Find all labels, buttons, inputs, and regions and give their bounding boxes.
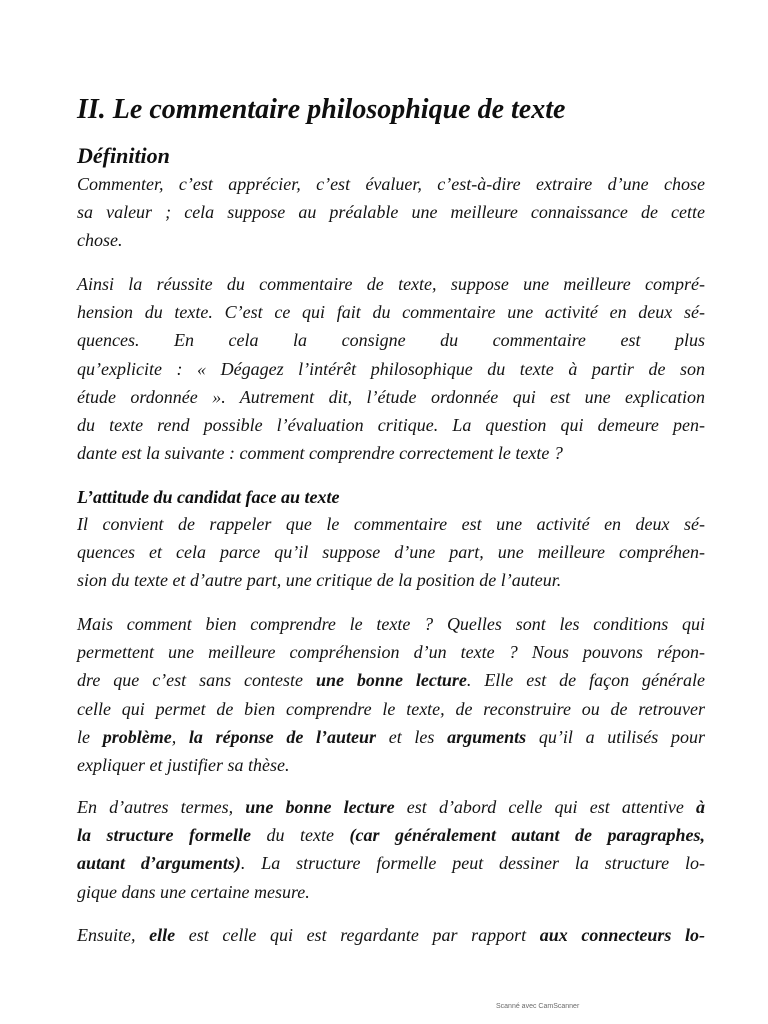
text-run: . La structure formelle peut dessiner la structure lo- <box>240 853 705 874</box>
paragraph-definition <box>77 170 705 255</box>
emphasis-text: (car généralement autant de paragraphes, <box>349 825 705 846</box>
text-run: le <box>77 726 103 747</box>
emphasis-text: autant d’arguments) <box>77 853 241 874</box>
text-run: . Elle est de façon générale <box>466 670 706 691</box>
text-line: sion du texte et d’autre part, une critique de la position de l’auteur. <box>77 570 562 591</box>
text-line <box>77 849 705 877</box>
emphasis-bonne-lecture: une bonne lecture <box>315 670 467 691</box>
text-line: étude ordonnée ». Autrement dit, l’étude ordonnée qui est une explication <box>77 386 705 407</box>
heading-attitude: L’attitude du candidat face au texte <box>77 487 340 507</box>
text-run: En d’autres termes, <box>77 797 246 817</box>
text-run: du texte <box>251 825 350 846</box>
emphasis-bonne-lecture: une bonne lecture <box>245 797 395 817</box>
text-run: dre que c’est sans conteste <box>77 670 316 691</box>
text-line: quences et cela parce qu’il suppose d’une part, une meilleure compréhen- <box>77 542 705 563</box>
text-run: , <box>171 726 189 747</box>
text-line: permettent une meilleure compréhension d’un texte ? Nous pouvons répon- <box>77 642 705 663</box>
text-line <box>77 793 705 821</box>
text-line <box>77 821 705 849</box>
text-line: sa valeur ; cela suppose au préalable une meilleure connaissance de cette <box>77 202 705 223</box>
text-line <box>77 921 705 949</box>
text-line: chose. <box>77 230 123 251</box>
emphasis-text: à <box>696 797 706 817</box>
text-line: qu’explicite : « Dégagez l’intérêt philosophique du texte à partir de son <box>77 358 705 379</box>
emphasis-structure-formelle: la structure formelle <box>77 825 251 846</box>
text-line: Il convient de rappeler que le commentaire est une activité en deux sé- <box>77 514 705 534</box>
heading-definition: Définition <box>77 143 170 168</box>
page-title: II. Le commentaire philosophique de texte <box>77 94 566 125</box>
text-line: Mais comment bien comprendre le texte ? Quelles sont les conditions qui <box>77 614 705 634</box>
text-line: dante est la suivante : comment comprendre correctement le texte ? <box>77 443 563 464</box>
text-line: du texte rend possible l’évaluation critique. La question qui demeure pen- <box>77 415 705 436</box>
text-run: et les <box>376 726 448 747</box>
text-run: Ensuite, <box>77 925 150 945</box>
text-line: hension du texte. C’est ce qui fait du commentaire une activité en deux sé- <box>77 302 705 323</box>
paragraph-attitude <box>77 510 705 595</box>
text-line: quences. En cela la consigne du commentaire est plus <box>77 330 705 351</box>
emphasis-probleme: problème <box>102 726 172 747</box>
text-line: gique dans une certaine mesure. <box>77 881 310 902</box>
text-run: est celle qui est regardante par rapport <box>175 925 540 945</box>
emphasis-elle: elle <box>149 925 176 945</box>
text-line: Commenter, c’est apprécier, c’est évaluer, c’est-à-dire extraire d’une chose <box>77 174 705 194</box>
text-line: expliquer et justifier sa thèse. <box>77 755 290 776</box>
text-run: qu’il a utilisés pour <box>526 726 705 747</box>
emphasis-connecteurs: aux connecteurs lo- <box>539 925 705 945</box>
paragraph-ensuite <box>77 921 705 949</box>
text-line <box>77 666 705 694</box>
text-run: est d’abord celle qui est attentive <box>394 797 697 817</box>
text-line: celle qui permet de bien comprendre le texte, de reconstruire ou de retrouver <box>77 698 705 719</box>
paragraph-ainsi <box>77 270 705 467</box>
emphasis-arguments: arguments <box>447 726 527 747</box>
text-line <box>77 723 705 751</box>
paragraph-autres-termes <box>77 793 705 906</box>
emphasis-reponse-auteur: la réponse de l’auteur <box>188 726 377 747</box>
scanner-watermark: Scanné avec CamScanner <box>496 1003 580 1010</box>
text-line: Ainsi la réussite du commentaire de texte, suppose une meilleure compré- <box>77 274 705 294</box>
paragraph-mais <box>77 610 705 779</box>
